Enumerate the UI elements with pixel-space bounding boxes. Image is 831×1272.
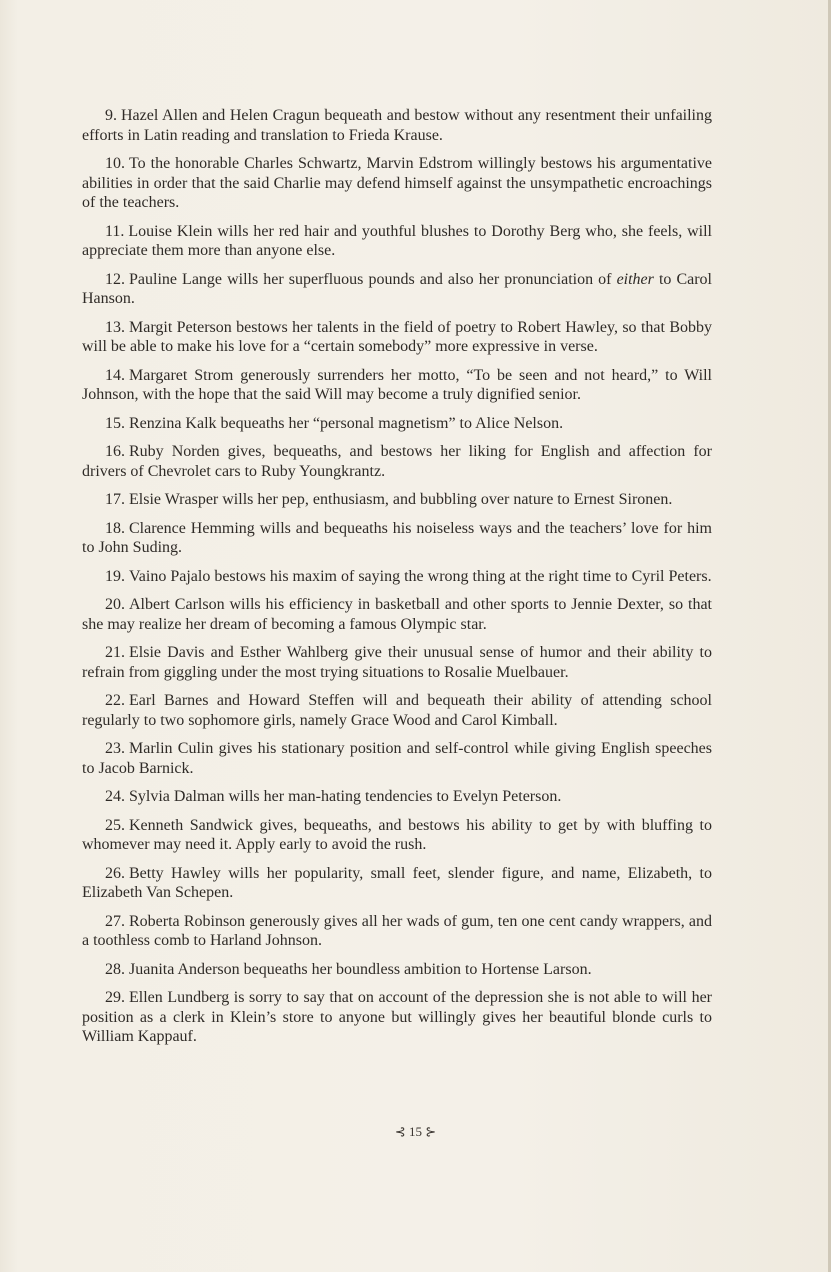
item-text: Ellen Lundberg is sorry to say that on account of the depression she is not able to will her position as a clerk in Klein’s store to anyone but willingly gives her beautiful blonde curls to William Kappauf. [82, 989, 712, 1045]
item-italic-word: either [616, 270, 654, 288]
page-number: ⊰ 15 ⊱ [394, 1124, 437, 1139]
item-text: Kenneth Sandwick gives, bequeaths, and bestows his ability to get by with bluffing to whomever may need it. Apply early to avoid the rush. [82, 816, 712, 853]
paragraph-11 [82, 222, 712, 261]
item-number: 21. [105, 644, 125, 661]
item-number: 23. [105, 740, 125, 757]
item-text: Hazel Allen and Helen Cragun bequeath and bestow without any resentment their unfailing efforts in Latin reading and translation to Frieda Krause. [82, 107, 712, 144]
item-number: 14. [105, 366, 125, 384]
item-number: 10. [105, 155, 125, 172]
paragraph-25 [82, 816, 712, 855]
item-text: Pauline Lange wills her superfluous pounds and also her pronunciation of [129, 270, 612, 288]
paragraph-23 [82, 739, 712, 778]
paragraph-29 [82, 988, 712, 1047]
item-text: To the honorable Charles Schwartz, Marvin Edstrom willingly bestows his argumentative abilities in order that the said Charlie may defend himself against the unsympathetic encroachings of the teachers. [82, 155, 712, 211]
item-number: 18. [105, 519, 125, 537]
item-number: 28. [105, 960, 125, 978]
item-number: 19. [105, 567, 125, 585]
item-text: Clarence Hemming wills and bequeaths his noiseless ways and the teachers’ love for him to John Suding. [82, 519, 712, 556]
item-number: 15. [105, 414, 125, 432]
item-number: 27. [105, 912, 125, 930]
item-text: Ruby Norden gives, bequeaths, and bestows her liking for English and affection for drivers of Chevrolet cars to Ruby Youngkrantz. [82, 443, 712, 480]
item-number: 20. [105, 596, 125, 613]
item-text: Margaret Strom generously surrenders her motto, “To be seen and not heard,” to Will Johnson, with the hope that the said Will may become a truly dignified senior. [82, 366, 712, 403]
item-text: Betty Hawley wills her popularity, small feet, slender figure, and name, Elizabeth, to Elizabeth Van Schepen. [82, 864, 712, 901]
item-text: Sylvia Dalman wills her man-hating tendencies to Evelyn Peterson. [129, 788, 562, 805]
item-number: 22. [105, 692, 125, 709]
paragraph-16 [82, 442, 712, 481]
item-number: 17. [105, 491, 125, 508]
item-number: 12. [105, 270, 125, 288]
item-number: 16. [105, 443, 125, 460]
item-text: Roberta Robinson generously gives all her wads of gum, ten one cent candy wrappers, and a toothless comb to Harland Johnson. [82, 912, 712, 949]
item-text: Elsie Wrasper wills her pep, enthusiasm, and bubbling over nature to Ernest Sironen. [129, 491, 673, 508]
paragraph-20 [82, 595, 712, 634]
paragraph-12 [82, 270, 712, 309]
item-text: Juanita Anderson bequeaths her boundless ambition to Hortense Larson. [129, 960, 592, 978]
item-text: Renzina Kalk bequeaths her “personal magnetism” to Alice Nelson. [129, 414, 564, 432]
paragraph-10 [82, 154, 712, 213]
item-text: Earl Barnes and Howard Steffen will and bequeath their ability of attending school regularly to two sophomore girls, namely Grace Wood and Carol Kimball. [82, 692, 712, 729]
paragraph-18 [82, 519, 712, 558]
paragraph-21 [82, 643, 712, 682]
paragraph-15 [82, 414, 712, 434]
item-number: 9. [105, 107, 117, 124]
paragraph-27 [82, 912, 712, 951]
paragraph-26 [82, 864, 712, 903]
item-text: Albert Carlson wills his efficiency in basketball and other sports to Jennie Dexter, so that she may realize her dream of becoming a famous Olympic star. [82, 596, 712, 633]
item-number: 11. [105, 222, 125, 240]
item-text: Louise Klein wills her red hair and youthful blushes to Dorothy Berg who, she feels, will appreciate them more than anyone else. [82, 222, 712, 259]
item-number: 29. [105, 989, 125, 1006]
item-text: Marlin Culin gives his stationary position and self-control while giving English speeches to Jacob Barnick. [82, 740, 712, 777]
paragraph-17 [82, 490, 712, 510]
item-number: 25. [105, 816, 125, 834]
item-number: 26. [105, 864, 125, 882]
paragraph-19 [82, 567, 712, 587]
paragraph-24 [82, 787, 712, 807]
item-text: Margit Peterson bestows her talents in the field of poetry to Robert Hawley, so that Bobby will be able to make his love for a “certain somebody” more expressive in verse. [82, 318, 712, 355]
paragraph-13 [82, 318, 712, 357]
item-text: Vaino Pajalo bestows his maxim of saying the wrong thing at the right time to Cyril Peters. [129, 567, 712, 585]
item-number: 13. [105, 318, 125, 336]
paragraph-28 [82, 960, 712, 980]
item-text-after: to Carol Hanson. [82, 270, 713, 307]
paragraph-22 [82, 691, 712, 730]
item-text: Elsie Davis and Esther Wahlberg give their unusual sense of humor and their ability to refrain from giggling under the most trying situations to Rosalie Muelbauer. [82, 644, 712, 681]
paragraph-14 [82, 366, 712, 405]
paragraph-9 [82, 106, 712, 145]
document-body [82, 106, 712, 1056]
item-number: 24. [105, 788, 125, 805]
